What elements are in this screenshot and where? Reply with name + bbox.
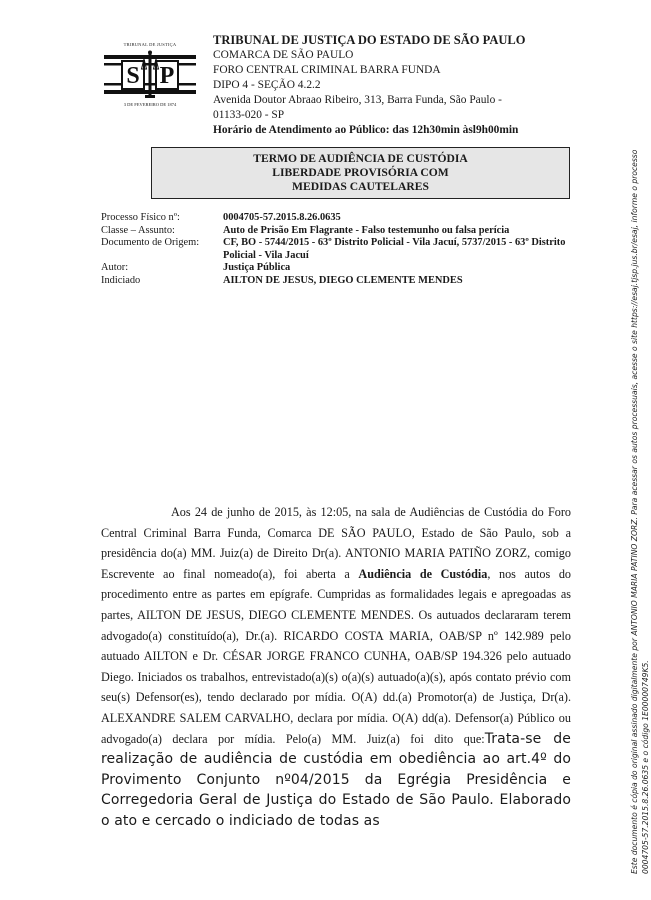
court-header [213, 32, 553, 139]
meta-value: Auto de Prisão Em Flagrante - Falso testemunho ou falsa perícia [223, 224, 510, 236]
address-line-1: Avenida Doutor Abraao Ribeiro, 313, Barra Funda, São Paulo - [213, 94, 502, 107]
crest-bottom-caption: 3 DE FEVEREIRO DE 1874 [123, 102, 177, 107]
meta-row [101, 237, 571, 262]
court-name: TRIBUNAL DE JUSTIÇA DO ESTADO DE SÃO PAULO [213, 33, 526, 47]
title-line-2: LIBERDADE PROVISÓRIA COM [272, 166, 449, 179]
body-text-part-2: , nos autos do procedimento entre as partes em epígrafe. Cumpridas as formalidades legais e apregoadas as partes, AILTON DE JESUS, DIEGO CLEMENTE MENDES. Os autuados declararam terem advogado(a) constituído(a), Dr.(a). RICARDO COSTA MARIA, OAB/SP nº 142.989 pelo autuado AILTON e Dr. CÉSAR JORGE FRANCO CUNHA, OAB/SP 194.326 pelo autuado Diego. Iniciados os trabalhos, entrevistado(a)(s) o(a)(s) autuado(a)(s), após contato prévio com seu(s) Defensor(es), tendo declarado por mídia. O(A) dd.(a) Promotor(a) de Justiça, Dr(a). ALEXANDRE SALEM CARVALHO, declara por mídia. O(A) dd(a). Defensor(a) Público ou advogado(a) declara por mídia. Pelo(a) MM. Juiz(a) foi dito que: [101, 566, 572, 746]
dipo-line: DIPO 4 - SEÇÃO 4.2.2 [213, 79, 321, 92]
meta-label: Documento de Origem: [101, 237, 200, 249]
address-line-2: 01133-020 - SP [213, 109, 285, 122]
body-text-part-1: Aos 24 de junho de 2015, às 12:05, na sala de Audiências de Custódia do Foro Central Criminal Barra Funda, Comarca DE SÃO PAULO, Estado de São Paulo, sob a presidência do(a) MM. Juiz(a) de Direito Dr(a). ANTONIO MARIA PATIÑO ZORZ, comigo Escrevente ao final nomeado(a), foi aberta a [101, 505, 571, 581]
stamp-line-2: 0004705-57.2015.8.26.0635 e o código 1E00000749K5. [640, 660, 650, 874]
stamp-line-1: Este documento é cópia do original assinado digitalmente por ANTONIO MARIA PATINO ZORZ. Para acessar os autos processuais, acesse o site https://esaj.tjsp.jus.br/esaj, informe o processo [630, 149, 639, 874]
crest-left-letter: S [126, 63, 140, 89]
document-title-box [151, 147, 570, 199]
meta-value: Justiça Pública [223, 262, 291, 274]
comarca-line: COMARCA DE SÃO PAULO [213, 49, 354, 61]
meta-row [101, 262, 571, 275]
meta-label: Classe – Assunto: [101, 224, 175, 236]
judge-statement-text: Trata-se de realização de audiência de custódia em obediência ao art.4º do Provimento Conjunto nº04/2015 da Egrégia Presidência e Corregedoria Geral de Justiça do Estado de São Paulo. Elaborado o ato e cercado o indiciado de todas as [101, 730, 571, 829]
office-hours: Horário de Atendimento ao Público: das 12h30min àsl9h00min [213, 124, 519, 137]
court-crest [100, 42, 200, 114]
foro-line: FORO CENTRAL CRIMINAL BARRA FUNDA [213, 64, 441, 77]
hearing-record-body [101, 502, 571, 832]
body-paragraph [101, 502, 571, 832]
body-bold-term: Audiência de Custódia [358, 566, 488, 581]
meta-label: Autor: [101, 262, 129, 274]
crest-top-caption: TRIBUNAL DE JUSTIÇA [123, 42, 177, 47]
meta-label: Indiciado [101, 274, 141, 286]
title-line-1: TERMO DE AUDIÊNCIA DE CUSTÓDIA [253, 152, 468, 165]
meta-row [101, 225, 571, 238]
meta-value: 0004705-57.2015.8.26.0635 [223, 212, 341, 223]
meta-value: CF, BO - 5744/2015 - 63º Distrito Policial - Vila Jacuí, 5737/2015 - 63º Distrito Policial - Vila Jacuí [223, 237, 566, 261]
title-line-3: MEDIDAS CAUTELARES [292, 180, 429, 193]
crest-right-letter: P [159, 63, 175, 89]
meta-row [101, 212, 571, 225]
case-metadata [101, 212, 571, 288]
scales-of-justice-icon [104, 49, 196, 101]
meta-row [101, 275, 571, 288]
meta-label: Processo Físico nº: [101, 212, 180, 223]
digital-signature-stamp [600, 44, 650, 874]
meta-value: AILTON DE JESUS, DIEGO CLEMENTE MENDES [223, 274, 463, 286]
